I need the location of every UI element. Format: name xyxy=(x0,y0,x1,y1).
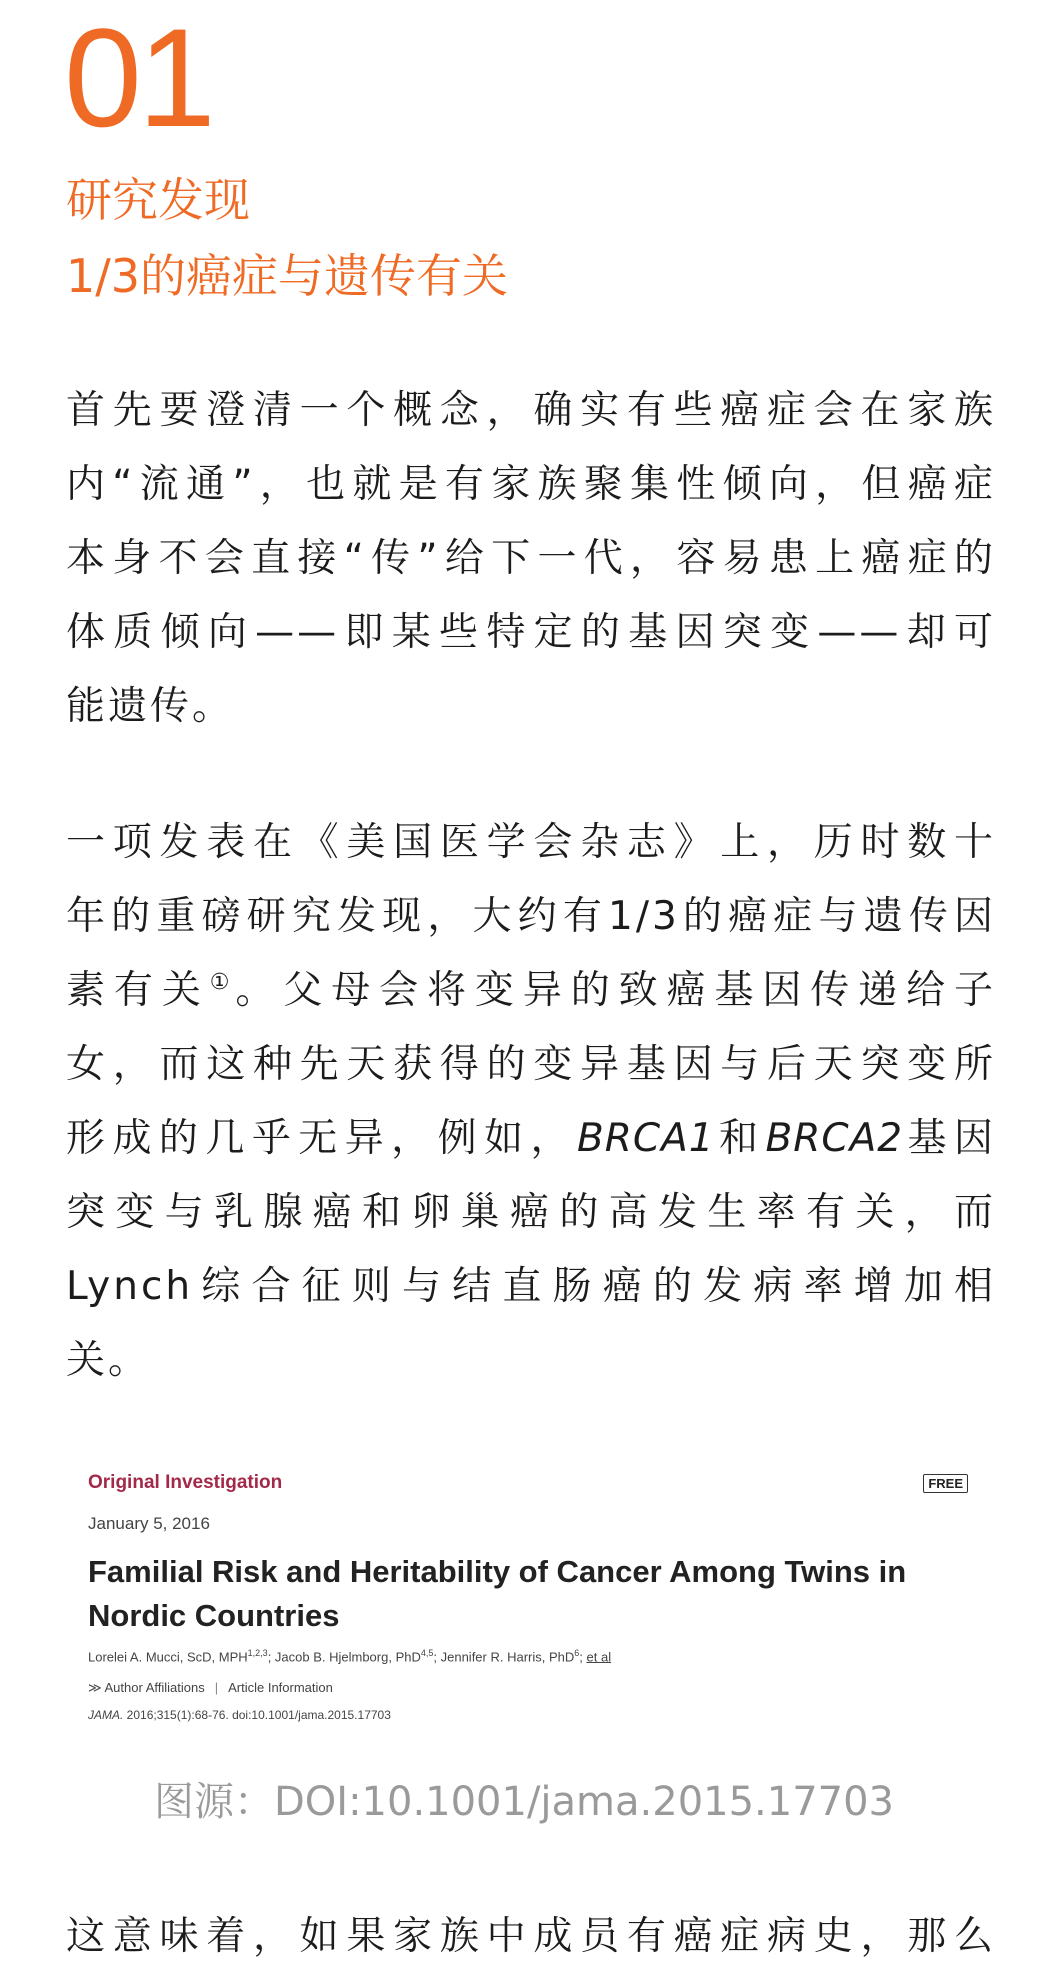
paragraph-1 xyxy=(66,374,996,744)
journal-name: JAMA. xyxy=(88,1708,124,1722)
paragraph-line: 本身不会直接“传”给下一代，容易患上癌症的 xyxy=(66,536,996,581)
article-title: Familial Risk and Heritability of Cancer Among Twins in Nordic Countries xyxy=(88,1554,907,1633)
author-name: ; Jennifer R. Harris, PhD xyxy=(433,1649,575,1665)
paragraph-line: 一项发表在《美国医学会杂志》上，历时数十 xyxy=(66,820,996,865)
et-al-link[interactable]: et al xyxy=(586,1649,612,1665)
gene-name: BRCA2 xyxy=(765,1116,904,1161)
section-heading xyxy=(66,162,508,314)
paragraph-line-with-genes xyxy=(66,1102,996,1176)
image-caption: 图源：DOI:10.1001/jama.2015.17703 xyxy=(153,1779,895,1825)
paragraph-line: 首先要澄清一个概念，确实有些癌症会在家族 xyxy=(66,388,996,433)
section-heading-line2: 1/3的癌症与遗传有关 xyxy=(66,249,509,303)
paragraph-line-with-ref xyxy=(66,954,996,1028)
article-links xyxy=(88,1680,333,1696)
author-name: Lorelei A. Mucci, ScD, MPH xyxy=(88,1649,248,1665)
paragraph-3 xyxy=(66,1900,996,1974)
paragraph-line: 内“流通”，也就是有家族聚集性倾向，但癌症 xyxy=(66,462,996,507)
author-affiliation: 6 xyxy=(574,1648,580,1658)
article-type: Original Investigation xyxy=(88,1472,283,1493)
journal-article-header xyxy=(88,1462,968,1730)
line-text: 形成的几乎无异，例如， xyxy=(66,1116,577,1161)
paragraph-line: 能遗传。 xyxy=(66,684,235,729)
paragraph-2 xyxy=(66,806,996,1398)
gene-name: BRCA1 xyxy=(577,1116,715,1161)
article-information-link[interactable]: Article Information xyxy=(228,1680,333,1695)
paragraph-line: 年的重磅研究发现，大约有1/3的癌症与遗传因 xyxy=(66,894,996,939)
free-badge: FREE xyxy=(923,1474,968,1493)
paragraph-line: Lynch综合征则与结直肠癌的发病率增加相 xyxy=(66,1264,996,1309)
article-date: January 5, 2016 xyxy=(88,1514,210,1533)
line-text: 和 xyxy=(714,1116,766,1161)
citation-details: 2016;315(1):68-76. doi:10.1001/jama.2015.17703 xyxy=(123,1708,391,1722)
paragraph-line: 体质倾向——即某些特定的基因突变——却可 xyxy=(66,610,996,655)
author-affiliation: 1,2,3 xyxy=(247,1648,268,1658)
line-text: 基因 xyxy=(903,1116,996,1161)
link-separator: | xyxy=(214,1680,219,1695)
line-text: 。父母会将变异的致癌基因传递给子 xyxy=(235,968,996,1013)
author-affiliations-link[interactable]: ≫ Author Affiliations xyxy=(88,1680,205,1695)
reference-marker[interactable]: ① xyxy=(209,970,236,995)
paragraph-line: 这意味着，如果家族中成员有癌症病史，那么 xyxy=(66,1914,996,1959)
article-citation xyxy=(88,1708,391,1722)
paragraph-line: 关。 xyxy=(66,1338,151,1383)
article-authors xyxy=(88,1648,611,1664)
line-text: 素有关 xyxy=(66,968,210,1013)
section-heading-line1: 研究发现 xyxy=(66,173,250,227)
author-name: ; Jacob B. Hjelmborg, PhD xyxy=(267,1649,421,1665)
paragraph-line: 突变与乳腺癌和卵巢癌的高发生率有关，而 xyxy=(66,1190,996,1235)
author-affiliation: 4,5 xyxy=(420,1648,434,1658)
section-number: 01 xyxy=(64,0,212,156)
author-separator: ; xyxy=(579,1649,587,1665)
paragraph-line: 女，而这种先天获得的变异基因与后天突变所 xyxy=(66,1042,996,1087)
